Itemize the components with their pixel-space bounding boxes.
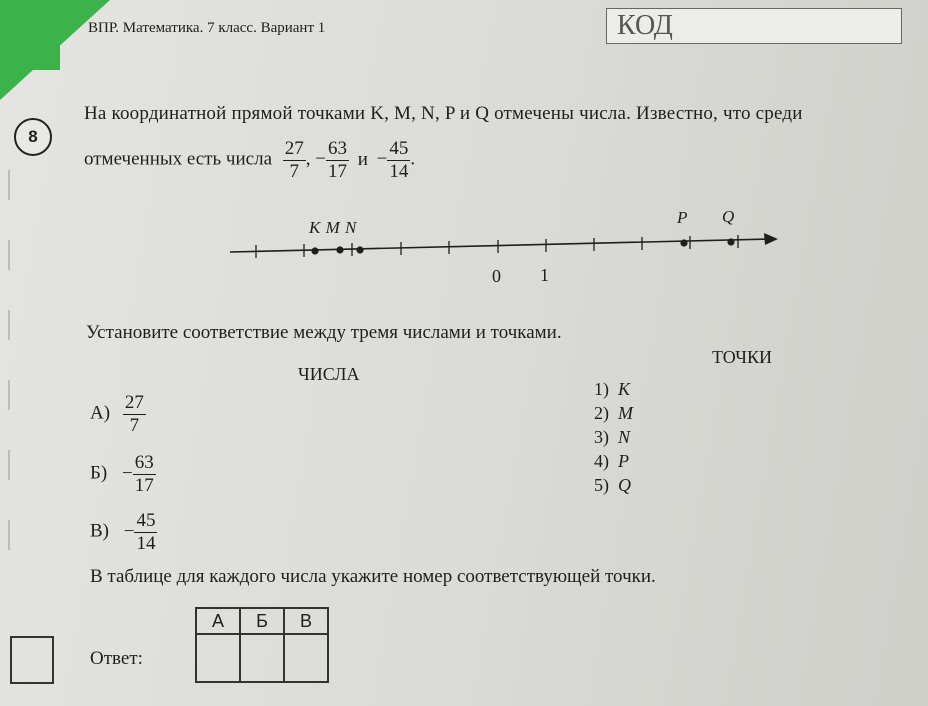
number-item-num: 63 (134, 452, 154, 473)
task-line-1: На координатной прямой точками K, M, N, P и Q отмечены числа. Известно, что среди (84, 103, 803, 124)
code-box[interactable]: КОД (606, 8, 902, 44)
answer-table (195, 607, 329, 683)
point-name: P (618, 451, 629, 471)
point-p (680, 239, 687, 246)
fraction-3-num: 45 (389, 138, 409, 159)
label-kmn: K M N (309, 218, 357, 237)
fraction-2-den: 17 (327, 160, 347, 182)
task-number: 8 (14, 118, 52, 156)
ticks (256, 235, 738, 258)
fraction-3-den: 14 (389, 160, 409, 182)
number-item-c (90, 510, 157, 555)
table-header-b: Б (240, 608, 284, 634)
answer-cell-b[interactable] (240, 634, 284, 682)
point-item (594, 473, 633, 497)
answer-label: Ответ: (90, 648, 143, 669)
number-item-sign: − (123, 520, 135, 542)
point-item (594, 377, 633, 401)
number-item-den: 14 (136, 532, 156, 554)
numbers-header: ЧИСЛА (298, 364, 360, 384)
fraction-3-sign: − (376, 148, 388, 170)
label-one: 1 (540, 265, 549, 285)
page-header: ВПР. Математика. 7 класс. Вариант 1 (88, 20, 326, 36)
axis-arrow (764, 233, 778, 245)
separator-comma: , (305, 148, 311, 170)
fraction-1-num: 27 (284, 138, 304, 159)
point-idx: 5) (594, 475, 609, 495)
point-q (727, 238, 734, 245)
table-header-c: В (284, 608, 328, 634)
number-item-fraction (133, 452, 156, 497)
answer-cell-c[interactable] (284, 634, 328, 682)
number-item-fraction (123, 392, 146, 437)
fraction-2-num: 63 (327, 138, 347, 159)
points-header: ТОЧКИ (712, 347, 773, 367)
label-q: Q (722, 207, 735, 226)
answer-checkbox[interactable] (10, 636, 54, 684)
point-name: M (618, 403, 633, 423)
number-item-fraction (134, 510, 157, 555)
axis-line (230, 239, 770, 252)
number-item-sign: − (122, 462, 133, 484)
period: . (410, 148, 416, 170)
point-idx: 4) (594, 451, 609, 471)
point-m (336, 246, 343, 253)
table-header-a: А (196, 608, 240, 634)
answer-cell-a[interactable] (196, 634, 240, 682)
points-list (594, 377, 633, 497)
number-item-b (90, 452, 156, 497)
fraction-2-sign: − (315, 148, 326, 170)
instruction: Установите соответствие между тремя числами и точками. (86, 322, 562, 343)
number-item-a (90, 392, 146, 437)
label-p: P (677, 208, 688, 227)
point-item (594, 449, 633, 473)
point-idx: 1) (594, 379, 609, 399)
number-item-den: 7 (129, 414, 140, 436)
number-item-letter: В) (90, 520, 109, 542)
point-name: Q (618, 475, 631, 495)
number-item-num: 45 (136, 510, 156, 531)
point-name: N (618, 427, 631, 447)
point-idx: 2) (594, 403, 609, 423)
separator-and: и (357, 148, 368, 170)
point-idx: 3) (594, 427, 609, 447)
number-item-den: 17 (134, 474, 154, 496)
label-zero: 0 (492, 266, 501, 286)
number-item-letter: Б) (90, 462, 108, 484)
point-item (594, 401, 633, 425)
point-n (356, 246, 363, 253)
table-instruction: В таблице для каждого числа укажите номер соответствующей точки. (90, 566, 656, 587)
fraction-1-den: 7 (289, 160, 300, 182)
number-item-num: 27 (124, 392, 144, 413)
point-k (311, 247, 318, 254)
number-item-letter: А) (90, 402, 111, 424)
point-name: K (618, 379, 631, 399)
point-item (594, 425, 633, 449)
task-line-2-prefix: отмеченных есть числа (84, 148, 273, 170)
